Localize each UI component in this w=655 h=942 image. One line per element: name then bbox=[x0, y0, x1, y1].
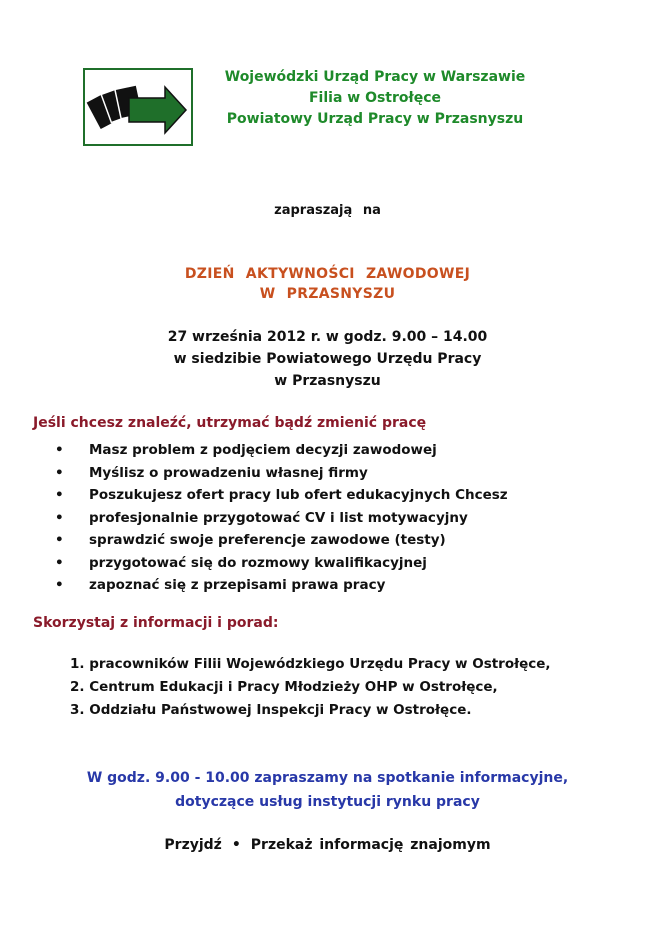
meeting-line-1: W godz. 9.00 - 10.00 zapraszamy na spotkanie informacyjne, bbox=[86, 770, 569, 786]
list-item: • sprawdzić swoje preferencje zawodowe (testy) bbox=[55, 529, 508, 552]
list-item: 1. pracowników Filii Wojewódzkiego Urzędu Pracy w Ostrołęce, bbox=[70, 656, 551, 672]
closing-share: Przekaż informację znajomym bbox=[250, 837, 491, 853]
closing-line bbox=[0, 835, 655, 855]
list-item: • zapoznać się z przepisami prawa pracy bbox=[55, 574, 508, 597]
list-item: • Myślisz o prowadzeniu własnej firmy bbox=[55, 462, 508, 485]
intro-heading: Jeśli chcesz znaleźć, utrzymać bądź zmienić pracę bbox=[33, 415, 427, 431]
bullet-list bbox=[55, 439, 508, 597]
event-town: w Przasnyszu bbox=[274, 373, 381, 389]
invite-text: zapraszają na bbox=[274, 203, 381, 218]
list-item: 3. Oddziału Państwowej Inspekcji Pracy w Ostrołęce. bbox=[70, 702, 472, 718]
logo bbox=[83, 68, 193, 146]
meeting-line-2: dotyczące usług instytucji rynku pracy bbox=[175, 794, 480, 810]
advice-heading: Skorzystaj z informacji i porad: bbox=[33, 615, 279, 631]
event-title-line-2: W PRZASNYSZU bbox=[259, 286, 396, 302]
event-details bbox=[0, 326, 655, 392]
arrow-cards-logo-icon bbox=[85, 70, 191, 144]
list-item: • Masz problem z podjęciem decyzji zawodowej bbox=[55, 439, 508, 462]
list-item: • Poszukujesz ofert pracy lub ofert edukacyjnych Chcesz bbox=[55, 484, 508, 507]
list-item: • profesjonalnie przygotować CV i list motywacyjny bbox=[55, 507, 508, 530]
event-title-line-1: DZIEŃ AKTYWNOŚCI ZAWODOWEJ bbox=[184, 266, 471, 282]
list-item: • przygotować się do rozmowy kwalifikacyjnej bbox=[55, 552, 508, 575]
meeting-info bbox=[0, 766, 655, 814]
event-venue: w siedzibie Powiatowego Urzędu Pracy bbox=[173, 351, 482, 367]
event-date-time: 27 września 2012 r. w godz. 9.00 – 14.00 bbox=[167, 329, 488, 345]
header-line-regional-office: Wojewódzki Urząd Pracy w Warszawie bbox=[224, 69, 526, 85]
list-item: 2. Centrum Edukacji i Pracy Młodzieży OHP w Ostrołęce, bbox=[70, 679, 498, 695]
office-header bbox=[205, 67, 545, 130]
event-title bbox=[0, 264, 655, 304]
advice-list bbox=[70, 653, 551, 722]
bullet-separator-icon: • bbox=[231, 837, 241, 853]
header-line-county-office: Powiatowy Urząd Pracy w Przasnyszu bbox=[226, 111, 524, 127]
closing-come: Przyjdź bbox=[164, 837, 222, 853]
header-line-branch: Filia w Ostrołęce bbox=[308, 90, 442, 106]
